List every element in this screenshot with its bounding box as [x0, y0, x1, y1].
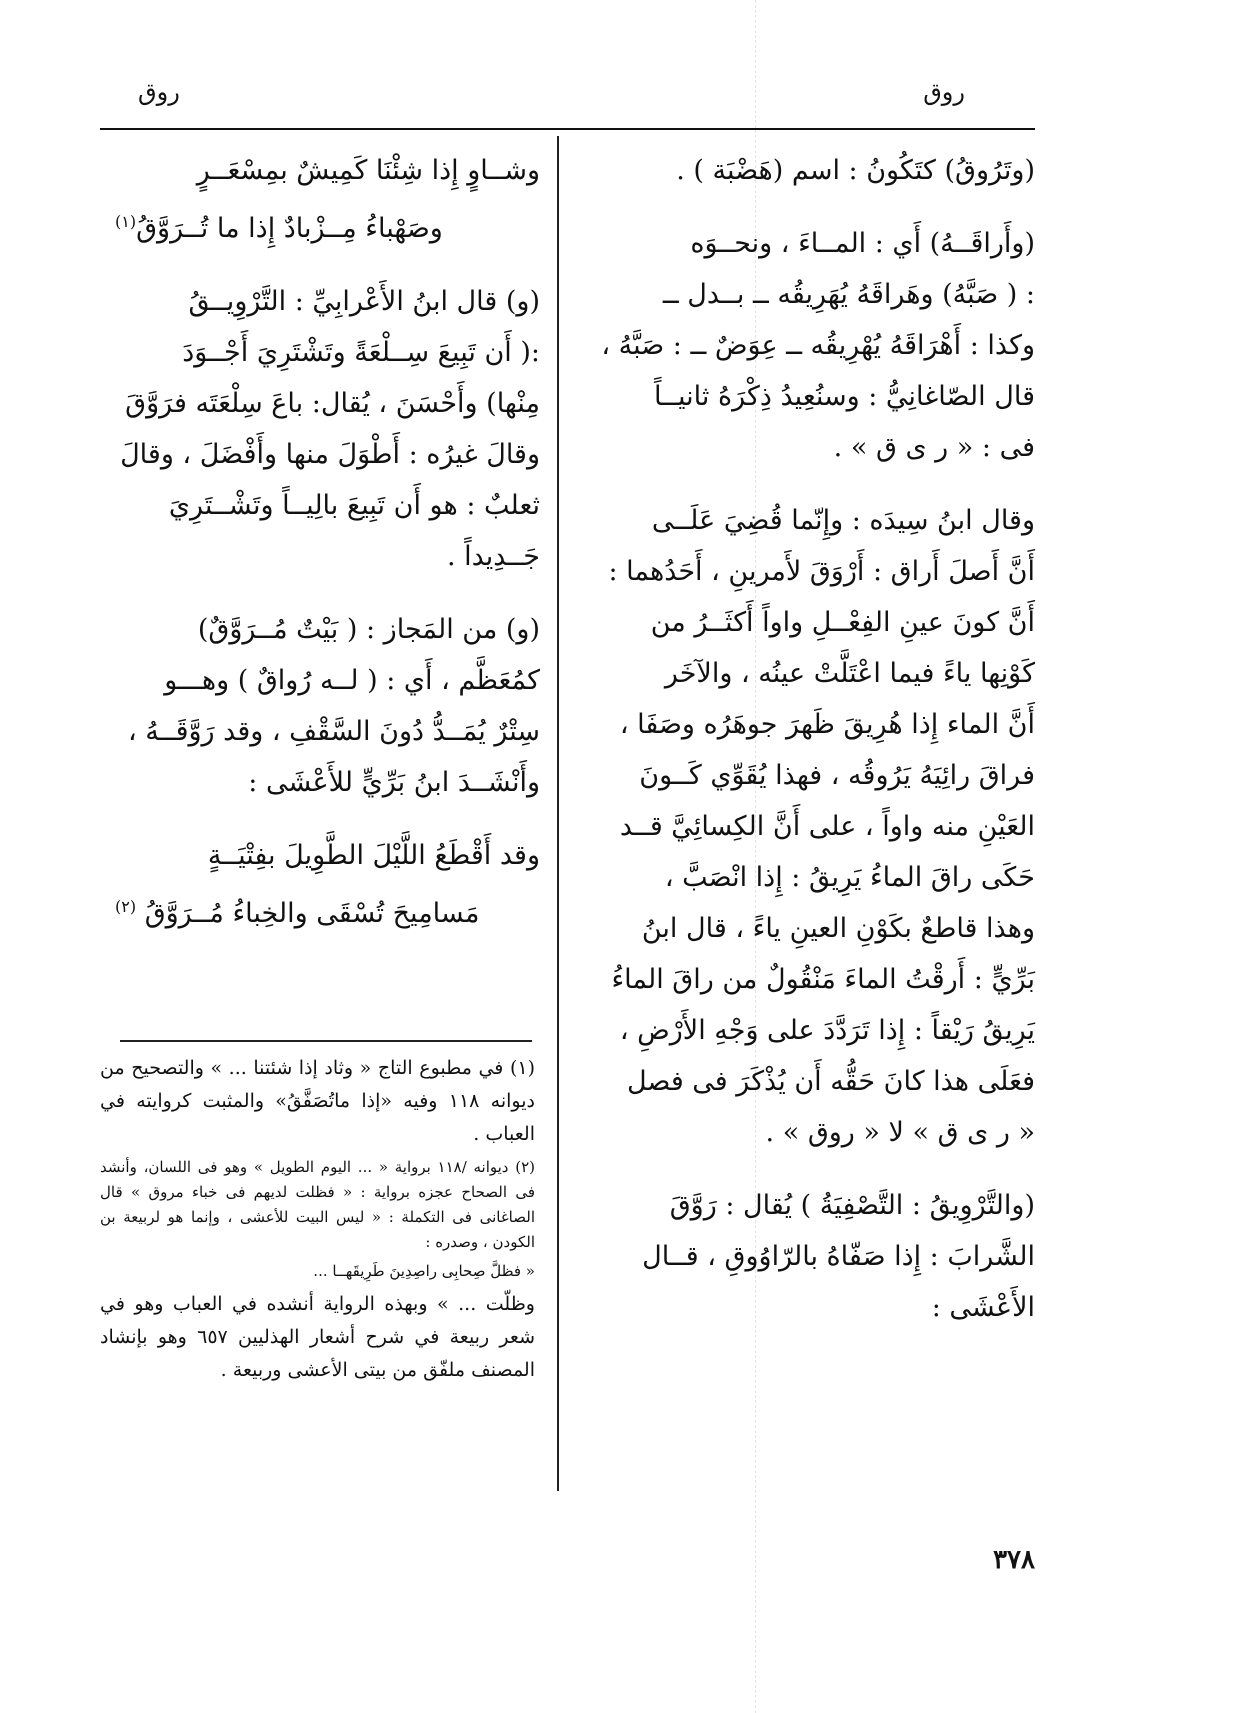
footnote-rule [120, 1040, 532, 1042]
header-rule [100, 128, 1035, 130]
right-column-text-line: وقال ابنُ سِيدَه : وإِنّما قُضِيَ عَلَــى [651, 505, 1035, 536]
footnote-2-continued: وظلّت ... » وبهذه الرواية أنشده في العباب وهو في شعر ربيعة في شرح أشعار الهذليين ٦٥٧ وهو بإنشاد المصنف ملفّق من بيتى الأعشى وربيعة . [100, 1293, 535, 1381]
footnote-mark-1: (١) [115, 212, 137, 231]
verse-2-line-1: وقد أَقْطَعُ اللَّيْلَ الطَّوِيلَ بفِتْيَــةٍ [207, 840, 540, 871]
left-column-text-line: مِنْها) وأَحْسَنَ ، يُقال: باعَ سِلْعَتَه فرَوَّقَ [125, 388, 540, 419]
left-column-text-line: ثعلبٌ : هو أَن تَبِيعَ بالِيــاً وتَشْــتَرِيَ [168, 490, 540, 521]
right-column-text-line: فعَلَى هذا كانَ حَقُّه أَن يُذْكَرَ فى فصل [626, 1066, 1035, 1097]
right-column-text-line: أَنَّ أَصلَ أَراق : أَرْوَقَ لأَمرينِ ، أَحَدُهما : [608, 556, 1035, 587]
verse-2-line-2-text: مَسامِيحَ تُسْقَى والخِباءُ مُــرَوَّقُ [144, 898, 480, 929]
left-paragraphs [115, 276, 540, 808]
right-column-text-line: (وأَراقَــهُ) أَي : المــاءَ ، ونحــوَه [690, 228, 1035, 259]
running-header-left: روق [138, 78, 180, 106]
right-column-text-line: بَرِّيٍّ : أَرقْتُ الماءَ مَنْقُولٌ من راقَ الماءُ [611, 964, 1035, 995]
verse-2 [115, 830, 540, 939]
right-column-paragraph [595, 1180, 1035, 1333]
right-column [595, 145, 1035, 1355]
right-column-text-line: حَكَى راقَ الماءُ يَرِيقُ : إِذا انْصَبَّ ، [664, 862, 1035, 893]
running-header-right: روق [923, 78, 965, 106]
verse-2-line-2 [115, 881, 540, 939]
verse-1-line-2 [115, 196, 540, 254]
left-column [115, 145, 540, 961]
right-column-text-line: وكذا : أَهْرَاقَهُ يُهْرِيقُه ــ عِوَضٌ ــ : صَبَّهُ ، [601, 330, 1035, 361]
left-column-text-line: :( أَن تَبِيعَ سِــلْعَةً وتَشْتَرِيَ أَجْــوَدَ [182, 337, 540, 368]
left-column-paragraph [115, 276, 540, 582]
footnote-1: (١) في مطبوع التاج « وثاد إذا شئتنا ... » والتصحيح من ديوانه ١١٨ وفيه «إذا ماتُصَفَّقُ» والمثبت كروايته في العباب . [100, 1057, 535, 1145]
left-column-text-line: جَــدِيداً . [446, 541, 540, 572]
left-column-paragraph [115, 604, 540, 808]
page-number: ٣٧٨ [993, 1545, 1035, 1575]
right-column-text-line: أَنَّ الماء إِذا هُرِيقَ ظَهرَ جوهَرُه وصَفَا ، [619, 709, 1035, 740]
right-column-paragraph [595, 495, 1035, 1158]
left-column-text-line: سِتْرٌ يُمَــدُّ دُونَ السَّقْفِ ، وقد رَوَّقَــهُ ، [127, 716, 540, 747]
footnote-mark-2: (٢) [115, 897, 137, 916]
right-column-text-line: فى : « ر ى ق » . [833, 432, 1035, 463]
footnotes [100, 1052, 535, 1391]
footnote-2-verse: « فظلَّ صِحابِى راصِدِينَ طَرِيقَهــا ... [313, 1262, 535, 1280]
verse-1 [115, 145, 540, 254]
right-column-paragraph [595, 218, 1035, 473]
right-column-text-line: (وتَرُوقُ) كتَكُونُ : اسم (هَضْبَة ) . [676, 155, 1035, 186]
right-column-text-line: وهذا قاطعٌ بكَوْنِ العينِ ياءً ، قال ابنُ [641, 913, 1035, 944]
right-column-text-line: فراقَ رائِيَهُ يَرُوقُه ، فهذا يُقَوِّي كَــونَ [639, 760, 1035, 791]
left-column-text-line: كمُعَظَّم ، أَي : ( لــه رُواقٌ ) وهـــو [164, 665, 540, 696]
right-column-text-line: العَيْنِ منه واواً ، على أَنَّ الكِسائِيَّ قــد [619, 811, 1035, 842]
right-column-text-line: أَنَّ كونَ عينِ الفِعْــلِ واواً أَكثَــرُ من [650, 607, 1035, 638]
right-column-text-line: كَوْنِها ياءً فيما اعْتَلَّتْ عينُه ، والآخَر [664, 658, 1035, 689]
right-column-text-line: : ( صَبَّهُ) وهَراقَهُ يُهَرِيقُه ــ بــدل ــ [662, 279, 1035, 310]
column-divider [557, 136, 559, 1491]
right-column-text-line: يَرِيقُ رَيْقاً : إِذا تَرَدَّدَ على وَجْهِ الأَرْضِ ، [619, 1015, 1035, 1046]
left-column-text-line: (و) قال ابنُ الأَعْرابِيِّ : التَّرْوِيــقُ [188, 286, 540, 317]
footnote-2: (٢) ديوانه /١١٨ برواية « ... اليوم الطويل » وهو فى اللسان، وأنشد فى الصحاح عجزه برواية : « فظلت لديهم فى خباء مروق » قال الصاغانى فى التكملة : « ليس البيت للأعشى ، وإنما هو لربيعة بن الكودن ، وصدره : [100, 1158, 535, 1251]
left-column-text-line: (و) من المَجاز : ( بَيْتٌ مُــرَوَّقٌ) [197, 614, 540, 645]
right-column-paragraph [595, 145, 1035, 196]
left-column-text-line: وأَنْشَــدَ ابنُ بَرِّيٍّ للأَعْشَى : [248, 767, 540, 798]
right-column-text-line: الأَعْشَى : [931, 1292, 1035, 1323]
right-column-text-line: (والتَّرْوِيقُ : التَّصْفِيَةُ ) يُقال : رَوَّقَ [669, 1190, 1035, 1221]
right-column-text-line: الشَّرابَ : إِذا صَفّاهُ بالرّاوُوقِ ، قــال [642, 1241, 1035, 1272]
verse-1-line-1: وشــاوٍ إِذا شِئْنَا كَمِيشٌ بمِسْعَــرٍ [196, 155, 540, 186]
right-column-text-line: قال الصّاغانِيُّ : وسنُعِيدُ ذِكْرَهُ ثانيــاً [653, 381, 1035, 412]
right-column-text-line: « ر ى ق » لا « روق » . [765, 1117, 1035, 1148]
verse-1-line-2-text: وصَهْباءُ مِــزْبادٌ إِذا ما تُــرَوَّقُ [136, 213, 443, 244]
left-column-text-line: وقالَ غيرُه : أَطْوَلَ منها وأَفْضَلَ ، وقالَ [120, 439, 540, 470]
